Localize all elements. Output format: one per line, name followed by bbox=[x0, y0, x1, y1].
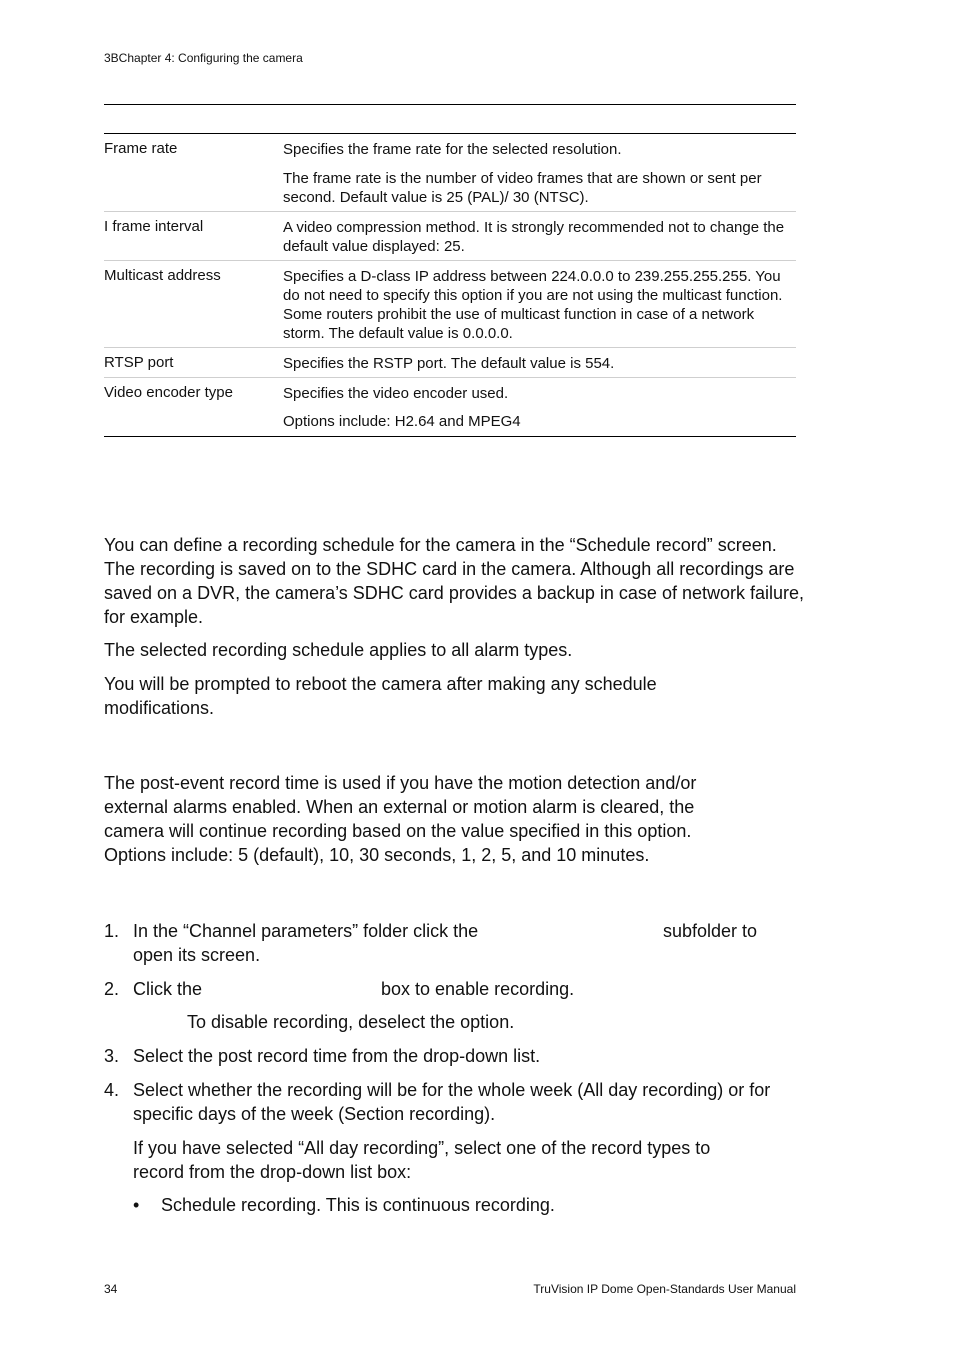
table-top-rule bbox=[104, 104, 796, 105]
row-divider bbox=[104, 377, 796, 378]
row-divider bbox=[104, 347, 796, 348]
paragraph: You will be prompted to reboot the camera after making any schedule modifications. bbox=[104, 674, 657, 718]
manual-title: TruVision IP Dome Open-Standards User Manual bbox=[533, 1282, 796, 1296]
step-paragraph: If you have selected “All day recording”, select one of the record types to record from the drop-down list box: bbox=[133, 1138, 711, 1182]
row-divider bbox=[104, 260, 796, 261]
step-number: 1. bbox=[104, 921, 120, 941]
step-text: Select whether the recording will be for the whole week (All day recording) or for specific days of the week (Section recording). bbox=[133, 1080, 771, 1124]
table-row-desc: Specifies the RSTP port. The default value is 554. bbox=[283, 355, 615, 372]
step-number: 2. bbox=[104, 979, 120, 999]
table-row-desc: Specifies a D-class IP address between 224.0.0.0 to 239.255.255.255. You do not need to specify this option if you are not using the multicast function. Some routers prohibit the use of multicast function in case of a network storm. The default value is 0.0.0.0. bbox=[283, 268, 783, 342]
step-number: 4. bbox=[104, 1080, 120, 1100]
table-row-desc: Specifies the video encoder used. bbox=[283, 385, 509, 402]
table-row-desc: A video compression method. It is strongly recommended not to change the default value displayed: 25. bbox=[283, 219, 785, 255]
row-divider bbox=[104, 211, 796, 212]
step-number: 3. bbox=[104, 1046, 120, 1066]
paragraph: The post-event record time is used if you have the motion detection and/or external alarms enabled. When an external or motion alarm is cleared, the camera will continue recording based on the value specified in this option. Options include: 5 (default), 10, 30 seconds, 1, 2, 5, and 10 minutes. bbox=[104, 773, 697, 865]
step-note: To disable recording, deselect the option. bbox=[187, 1012, 515, 1032]
step-text: In the “Channel parameters” folder click the bbox=[133, 921, 479, 941]
table-row-name: Multicast address bbox=[104, 267, 221, 284]
paragraph: You can define a recording schedule for the camera in the “Schedule record” screen. The recording is saved on to the SDHC card in the camera. Although all recordings are saved on a DVR, the camera’s SDHC card provides a backup in case of network failure, for example. bbox=[104, 535, 805, 627]
table-row-name: Video encoder type bbox=[104, 384, 233, 401]
step-text: subfolder to bbox=[663, 921, 758, 941]
table-row-desc: Options include: H2.64 and MPEG4 bbox=[283, 413, 521, 430]
step-text: open its screen. bbox=[133, 945, 261, 965]
table-row-desc: Specifies the frame rate for the selected resolution. bbox=[283, 141, 622, 158]
paragraph: The selected recording schedule applies to all alarm types. bbox=[104, 640, 573, 660]
table-row-name: RTSP port bbox=[104, 354, 174, 371]
bullet-item: Schedule recording. This is continuous recording. bbox=[161, 1195, 555, 1215]
step-text: Select the post record time from the drop-down list. bbox=[133, 1046, 541, 1066]
table-row-desc: The frame rate is the number of video frames that are shown or sent per second. Default value is 25 (PAL)/ 30 (NTSC). bbox=[283, 170, 762, 206]
bullet-marker: • bbox=[133, 1195, 140, 1215]
table-row-name: I frame interval bbox=[104, 218, 204, 235]
step-text: box to enable recording. bbox=[381, 979, 575, 999]
table-header-rule bbox=[104, 133, 796, 134]
table-row-name: Frame rate bbox=[104, 140, 178, 157]
step-text: Click the bbox=[133, 979, 203, 999]
page-number: 34 bbox=[104, 1282, 118, 1296]
running-head: 3BChapter 4: Configuring the camera bbox=[104, 51, 303, 65]
table-bottom-rule bbox=[104, 436, 796, 437]
